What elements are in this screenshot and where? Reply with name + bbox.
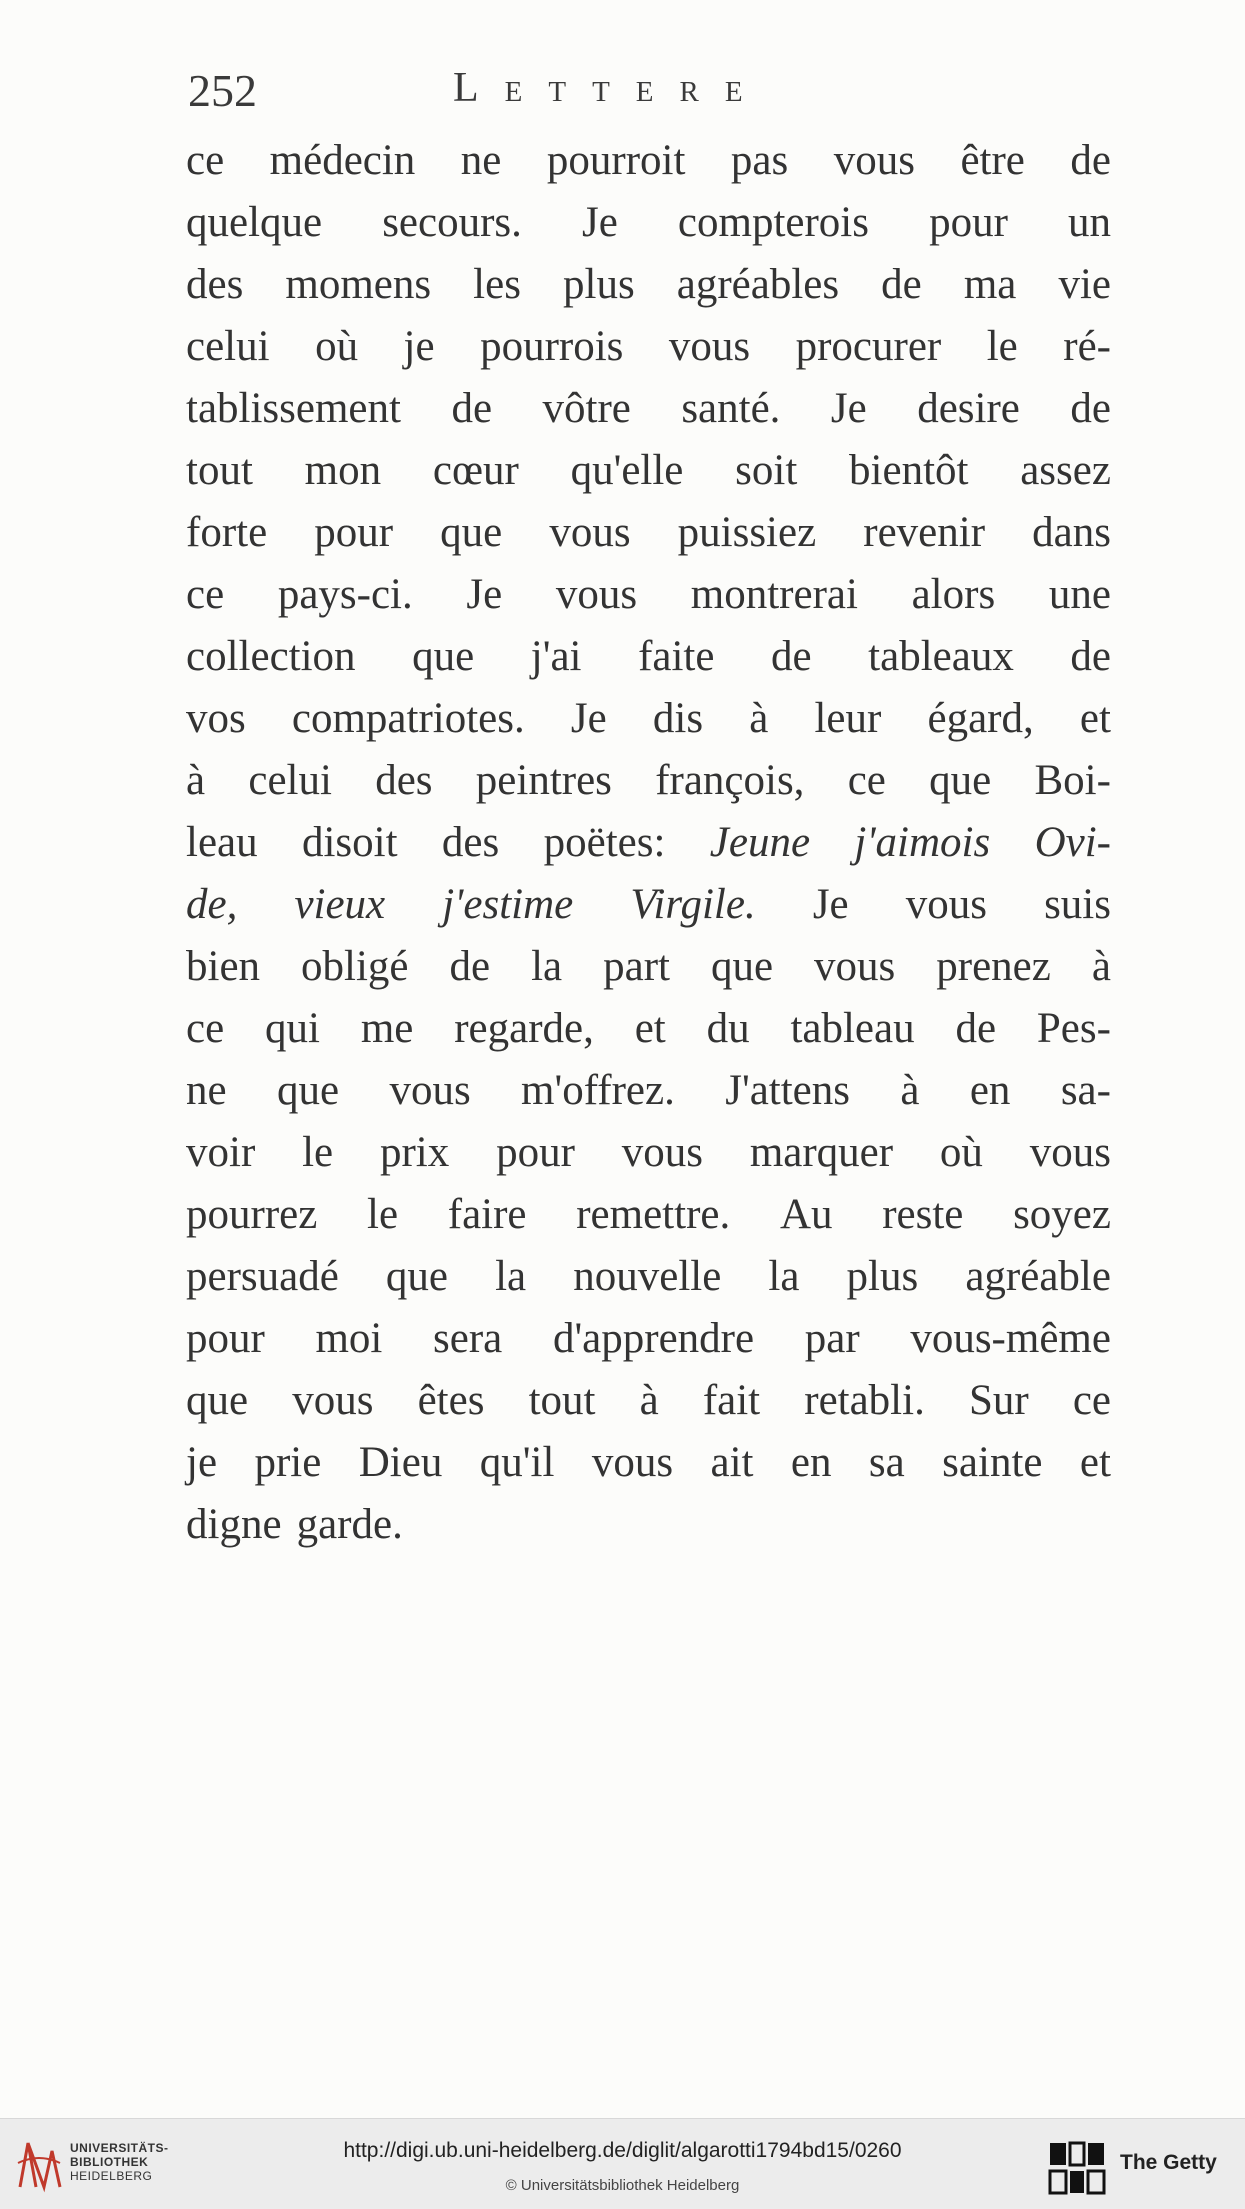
word: pays-ci. [277,571,413,618]
word: Je [830,385,867,432]
word: à [749,695,769,742]
word: plus [846,1253,919,1300]
word: le [986,323,1018,370]
word: bien [186,943,261,990]
word: leur [814,695,882,742]
word: de [1070,137,1111,184]
word: prix [379,1129,450,1176]
word: remettre. [576,1191,731,1238]
word: montrerai [690,571,858,618]
word: tout [186,447,253,494]
word: prie [254,1439,322,1486]
word: agréables [676,261,840,308]
word: je [186,1439,218,1486]
word: reste [882,1191,964,1238]
word: la [531,943,563,990]
word: fait [702,1377,761,1424]
text-line [186,1122,1111,1184]
word: secours. [382,199,522,246]
text-line [186,192,1111,254]
word: une [1048,571,1111,618]
word: pourrez [186,1191,318,1238]
word: sera [433,1315,503,1362]
word: collection [186,633,356,680]
word: cœur [432,447,519,494]
word: en [969,1067,1011,1114]
word: des [441,819,500,866]
text-line [186,1370,1111,1432]
word: ce [1072,1377,1111,1424]
text-line [186,378,1111,440]
word: dans [1032,509,1111,556]
getty-name[interactable]: The Getty [1120,2151,1217,2174]
word: retabli. [804,1377,925,1424]
word: françois, [655,757,805,804]
word: ré- [1063,323,1111,370]
word: garde. [296,1501,403,1548]
word: par [804,1315,860,1362]
word: la [768,1253,800,1300]
word: de, [186,881,238,928]
word: de [1070,633,1111,680]
running-title: Lettere [453,65,769,111]
word: tout [528,1377,596,1424]
word: de [449,943,491,990]
word: pas [730,137,789,184]
word: et [1079,695,1111,742]
permalink-url[interactable]: http://digi.ub.uni-heidelberg.de/diglit/algarotti1794bd15/0260 [343,2139,902,2162]
text-line [186,316,1111,378]
word: compterois [677,199,869,246]
word: Je [466,571,503,618]
word: la [495,1253,527,1300]
word: voir [186,1129,256,1176]
word: ne [186,1067,227,1114]
word: que [710,943,774,990]
word: de [955,1005,997,1052]
word: Ovi- [1034,819,1111,866]
word: Jeune [709,819,811,866]
word: ait [710,1439,754,1486]
word: Je [582,199,618,246]
copyright-notice: © Universitätsbibliothek Heidelberg [505,2177,740,2194]
word: de [771,633,812,680]
word: digne [186,1501,282,1548]
word: le [302,1129,334,1176]
word: que [929,757,992,804]
word: persuadé [186,1253,339,1300]
word: celui [248,757,332,804]
word: vous-même [910,1315,1111,1362]
text-line [186,812,1111,874]
word: vous [591,1439,674,1486]
word: leau [186,819,258,866]
word: m'offrez. [521,1067,675,1114]
text-line [186,688,1111,750]
word: de [1070,385,1111,432]
word: Dieu [358,1439,443,1486]
word: être [960,137,1025,184]
word: forte [186,509,268,556]
word: à [186,757,206,804]
word: tablissement [186,385,401,432]
word: mon [304,447,382,494]
text-line [186,998,1111,1060]
text-line [186,1060,1111,1122]
word: vôtre [542,385,631,432]
word: sa- [1060,1067,1111,1114]
word: dis [652,695,704,742]
text-line [186,130,1111,192]
word: compatriotes. [291,695,525,742]
viewer-footer [0,2118,1245,2209]
word: tableaux [868,633,1014,680]
word: pourroit [546,137,686,184]
word: agréable [965,1253,1111,1300]
word: que [186,1377,249,1424]
word: nouvelle [573,1253,722,1300]
word: Au [779,1191,833,1238]
word: Pes- [1036,1005,1111,1052]
text-line [186,874,1111,936]
word: à [900,1067,920,1114]
word: suis [1044,881,1111,928]
word: Virgile. [630,881,756,928]
word: vous [905,881,987,928]
word: ce [186,1005,225,1052]
word: de [451,385,493,432]
word: à [1091,943,1111,990]
word: je [403,323,435,370]
getty-logo-icon[interactable] [1048,2141,1106,2195]
word: J'attens [725,1067,850,1114]
word: Je [570,695,607,742]
word: pour [186,1315,265,1362]
word: j'estime [442,881,574,928]
word: tableau [790,1005,915,1052]
text-line [186,440,1111,502]
text-line [186,1432,1111,1494]
word: sainte [942,1439,1043,1486]
word: pour [929,199,1008,246]
word: celui [186,323,270,370]
text-line [186,936,1111,998]
word: vous [833,137,915,184]
word: pour [314,509,394,556]
word: quelque [186,199,323,246]
word: vous [1029,1129,1111,1176]
word: qu'il [479,1439,555,1486]
word: Boi- [1034,757,1111,804]
word: Sur [968,1377,1029,1424]
word: faite [638,633,715,680]
word: et [634,1005,666,1052]
text-line [186,1308,1111,1370]
text-line [186,564,1111,626]
word: moi [315,1315,383,1362]
word: sa [868,1439,905,1486]
word: que [440,509,503,556]
text-line [186,750,1111,812]
word: ma [963,261,1017,308]
word: vous [621,1129,703,1176]
word: part [603,943,670,990]
word: ce [186,571,225,618]
word: j'aimois [854,819,991,866]
word: où [315,323,359,370]
page-number: 252 [188,65,257,116]
word: disoit [301,819,398,866]
word: plus [563,261,635,308]
word: médecin [269,137,416,184]
word: santé. [681,385,781,432]
word: vie [1058,261,1111,308]
word: ce [186,137,225,184]
word: soit [735,447,798,494]
word: le [367,1191,399,1238]
page-header [188,58,1113,128]
word: un [1067,199,1111,246]
word: êtes [417,1377,485,1424]
word: regarde, [454,1005,594,1052]
word: vous [668,323,751,370]
word: de [881,261,922,308]
word: desire [917,385,1020,432]
word: où [939,1129,983,1176]
word: assez [1020,447,1111,494]
letter-text [186,130,1111,1556]
word: pourrois [480,323,624,370]
word: que [412,633,475,680]
word: que [385,1253,448,1300]
text-line [186,1184,1111,1246]
word: vous [389,1067,471,1114]
word: vous [814,943,896,990]
word: j'ai [530,633,582,680]
word: que [276,1067,340,1114]
word: me [360,1005,414,1052]
text-line [186,1246,1111,1308]
word: les [473,261,521,308]
text-line [186,626,1111,688]
word: d'apprendre [552,1315,755,1362]
word: pour [496,1129,575,1176]
word: poëtes: [543,819,666,866]
word: et [1079,1439,1111,1486]
word: bientôt [849,447,969,494]
word: puissiez [677,509,817,556]
word: Je [812,881,849,928]
word: ne [460,137,502,184]
word: vous [549,509,631,556]
word: en [790,1439,832,1486]
text-line [186,254,1111,316]
word: momens [285,261,432,308]
word: des [186,261,244,308]
text-line [186,502,1111,564]
word: égard, [927,695,1034,742]
word: revenir [863,509,986,556]
word: du [706,1005,750,1052]
word: prenez [936,943,1051,990]
word: vieux [294,881,386,928]
word: soyez [1013,1191,1111,1238]
word: vos [186,695,246,742]
word: qui [265,1005,320,1052]
text-line [186,1494,1111,1556]
word: procurer [795,323,942,370]
word: peintres [475,757,612,804]
word: vous [292,1377,374,1424]
word: vous [555,571,638,618]
word: marquer [749,1129,894,1176]
word: obligé [301,943,409,990]
word: à [639,1377,659,1424]
word: ce [847,757,886,804]
word: des [375,757,433,804]
library-name: UNIVERSITÄTS- BIBLIOTHEK HEIDELBERG [70,2141,169,2183]
word: alors [911,571,996,618]
word: qu'elle [570,447,684,494]
word: faire [447,1191,527,1238]
